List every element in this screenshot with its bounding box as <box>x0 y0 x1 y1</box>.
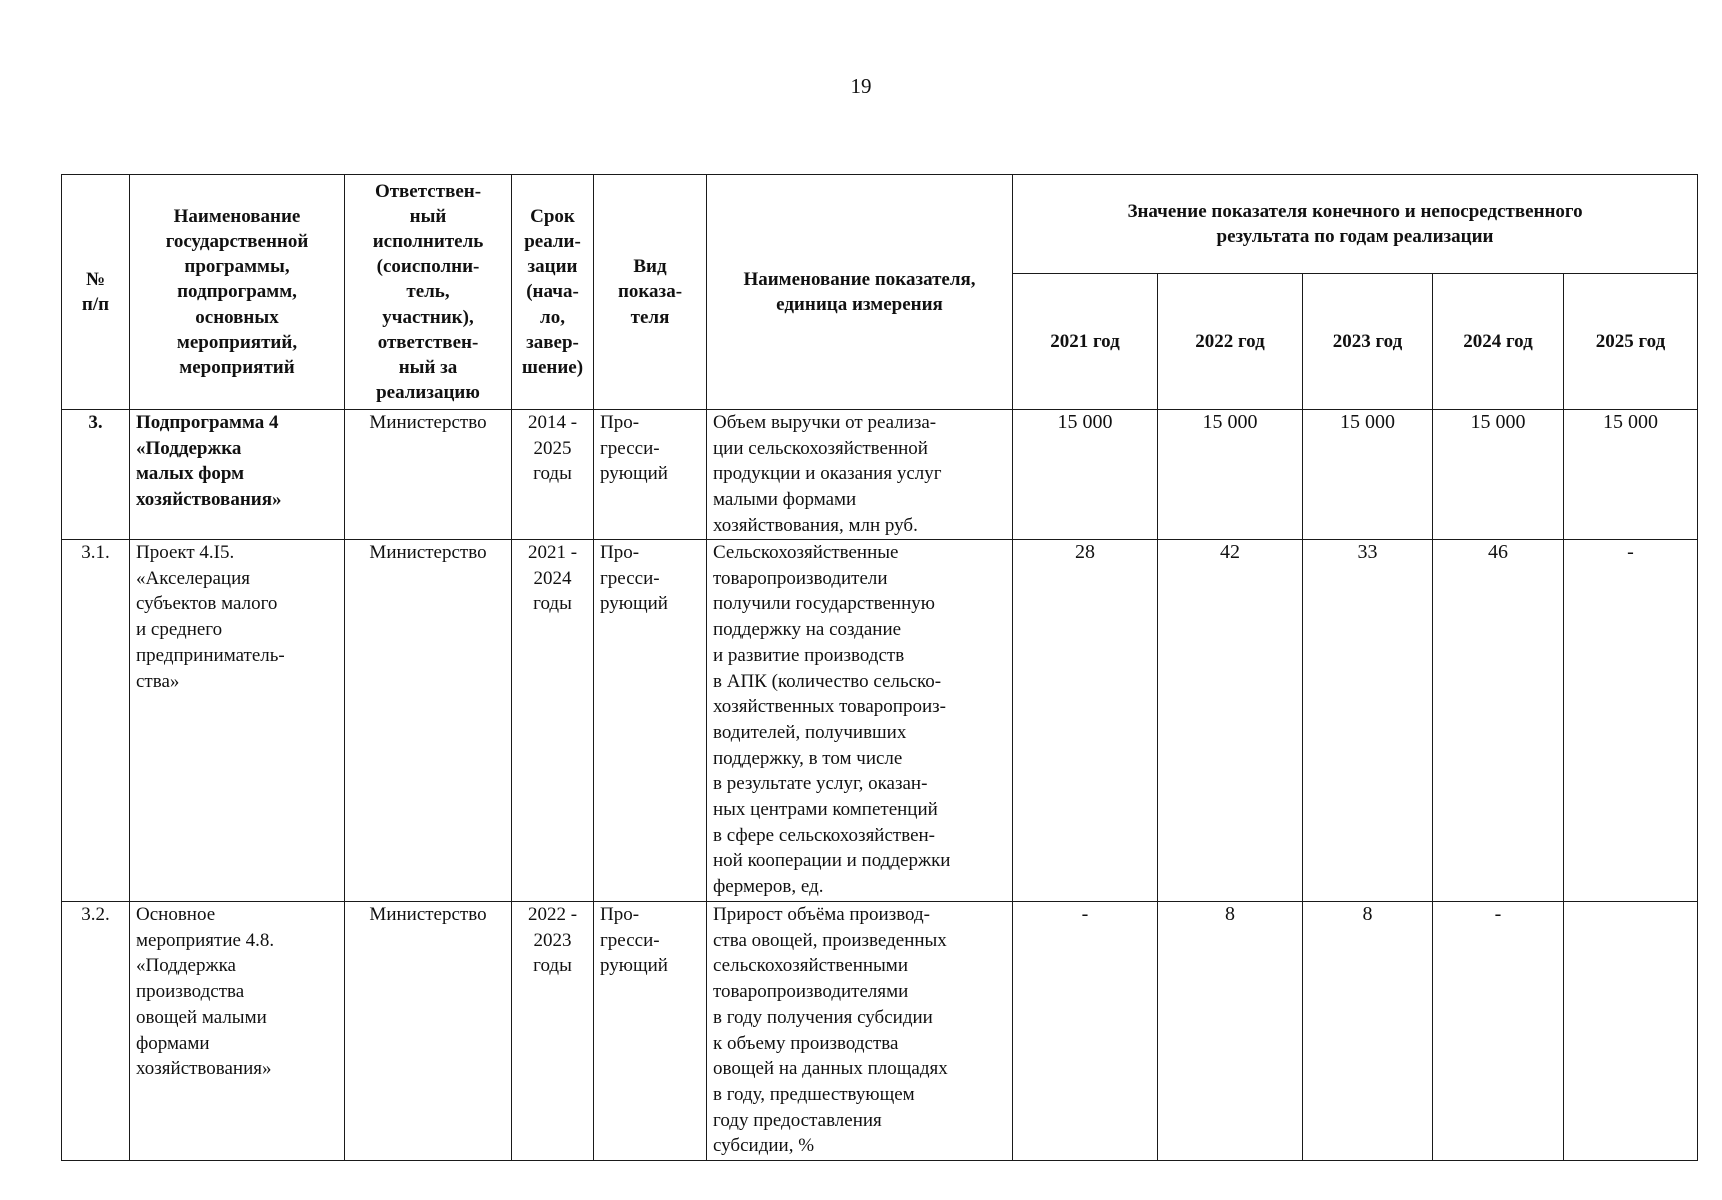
row-value-2024: 15 000 <box>1433 410 1564 540</box>
row-num: 3. <box>62 410 130 540</box>
row-program-name: Проект 4.I5. «Акселерация субъектов малого и среднего предприниматель- ства» <box>130 540 345 902</box>
table-row <box>62 410 1698 540</box>
header-executor: Ответствен- ный исполнитель (соисполни- тель, участник), ответствен- ный за реализацию <box>345 175 512 410</box>
row-value-2022: 42 <box>1158 540 1303 902</box>
row-value-2025: 15 000 <box>1564 410 1698 540</box>
header-year-2021: 2021 год <box>1013 274 1158 410</box>
row-value-2023: 15 000 <box>1303 410 1433 540</box>
row-indicator: Объем выручки от реализа- ции сельскохозяйственной продукции и оказания услуг малыми формами хозяйствования, млн руб. <box>707 410 1013 540</box>
table-row <box>62 902 1698 1161</box>
row-value-2023: 33 <box>1303 540 1433 902</box>
indicators-table <box>61 174 1698 1161</box>
row-value-2024: - <box>1433 902 1564 1161</box>
row-value-2025: - <box>1564 540 1698 902</box>
row-value-2025 <box>1564 902 1698 1161</box>
row-program-name: Основное мероприятие 4.8. «Поддержка производства овощей малыми формами хозяйствования» <box>130 902 345 1161</box>
row-num: 3.2. <box>62 902 130 1161</box>
header-year-2025: 2025 год <box>1564 274 1698 410</box>
row-value-2021: - <box>1013 902 1158 1161</box>
header-values-group: Значение показателя конечного и непосредственного результата по годам реализации <box>1013 175 1698 274</box>
row-indicator: Прирост объёма производ- ства овощей, произведенных сельскохозяйственными товаропроизводителями в году получения субсидии к объему производства овощей на данных площадях в году, предшествующем году предоставления субсидии, % <box>707 902 1013 1161</box>
row-value-2022: 15 000 <box>1158 410 1303 540</box>
header-num: № п/п <box>62 175 130 410</box>
row-period: 2014 - 2025 годы <box>512 410 594 540</box>
table-row <box>62 540 1698 902</box>
row-program-name: Подпрограмма 4 «Поддержка малых форм хозяйствования» <box>130 410 345 540</box>
row-num: 3.1. <box>62 540 130 902</box>
row-executor: Министерство <box>345 410 512 540</box>
header-period: Срок реали- зации (нача- ло, завер- шение) <box>512 175 594 410</box>
table-header <box>62 175 1698 410</box>
row-value-2023: 8 <box>1303 902 1433 1161</box>
row-value-2021: 28 <box>1013 540 1158 902</box>
row-kind: Про- гресси- рующий <box>594 410 707 540</box>
row-value-2024: 46 <box>1433 540 1564 902</box>
row-period: 2022 - 2023 годы <box>512 902 594 1161</box>
header-year-2022: 2022 год <box>1158 274 1303 410</box>
row-kind: Про- гресси- рующий <box>594 902 707 1161</box>
row-executor: Министерство <box>345 902 512 1161</box>
page-number: 19 <box>850 74 872 98</box>
header-program: Наименование государственной программы, подпрограмм, основных мероприятий, мероприятий <box>130 175 345 410</box>
row-kind: Про- гресси- рующий <box>594 540 707 902</box>
row-indicator: Сельскохозяйственные товаропроизводители получили государственную поддержку на создание и развитие производств в АПК (количество сельско- хозяйственных товаропроиз- водителей, получивших поддержку, в том числе в результате услуг, оказан- ных центрами компетенций в сфере сельскохозяйствен- ной кооперации и поддержки фермеров, ед. <box>707 540 1013 902</box>
row-value-2021: 15 000 <box>1013 410 1158 540</box>
header-indicator: Наименование показателя, единица измерения <box>707 175 1013 410</box>
row-executor: Министерство <box>345 540 512 902</box>
row-value-2022: 8 <box>1158 902 1303 1161</box>
header-kind: Вид показа- теля <box>594 175 707 410</box>
header-year-2023: 2023 год <box>1303 274 1433 410</box>
row-period: 2021 - 2024 годы <box>512 540 594 902</box>
header-year-2024: 2024 год <box>1433 274 1564 410</box>
